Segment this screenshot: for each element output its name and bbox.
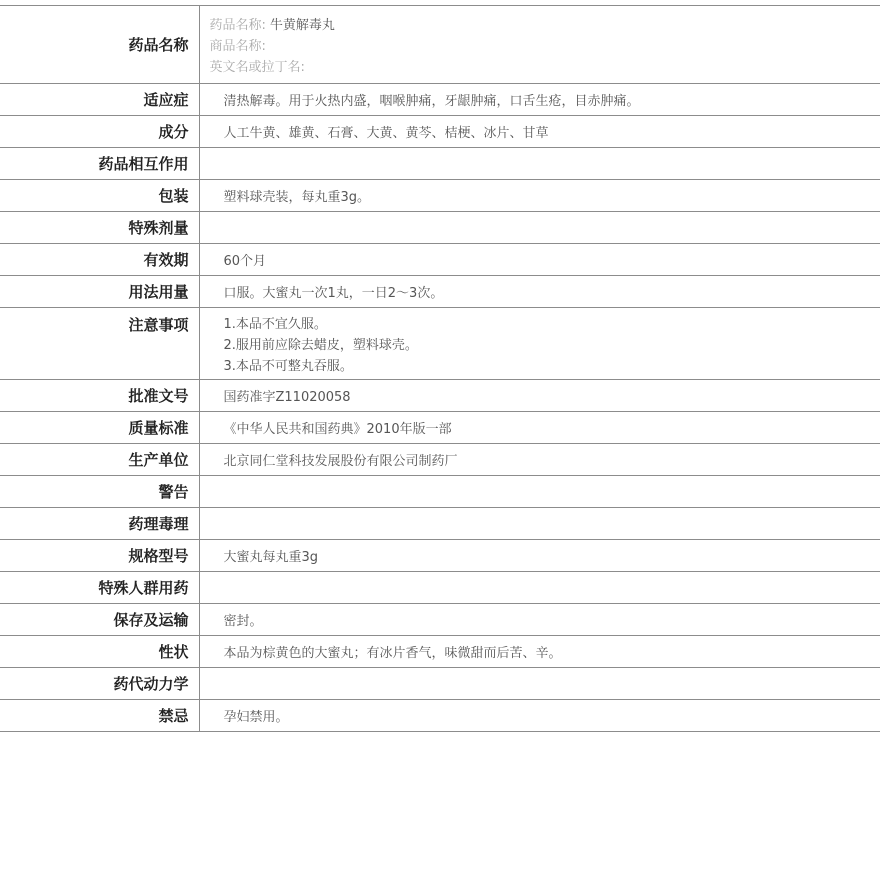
row-value-warning xyxy=(199,476,880,508)
table-row-special-dosage xyxy=(0,212,880,244)
row-label-dosage: 用法用量 xyxy=(0,276,199,308)
table-row-description xyxy=(0,636,880,668)
row-label-storage: 保存及运输 xyxy=(0,604,199,636)
row-value-specification: 大蜜丸每丸重3g xyxy=(199,540,880,572)
row-label-ingredients: 成分 xyxy=(0,116,199,148)
row-label-special-dosage: 特殊剂量 xyxy=(0,212,199,244)
drug-name-value: 牛黄解毒丸 xyxy=(269,18,335,33)
row-value-indications: 清热解毒。用于火热内盛，咽喉肿痛，牙龈肿痛，口舌生疮，目赤肿痛。 xyxy=(199,84,880,116)
row-value-interactions xyxy=(199,148,880,180)
table-row-warning xyxy=(0,476,880,508)
precaution-line: 3.本品不可整丸吞服。 xyxy=(223,359,353,374)
row-value-storage: 密封。 xyxy=(199,604,880,636)
trade-name-key: 商品名称: xyxy=(209,39,266,54)
table-row-specification xyxy=(0,540,880,572)
latin-name-line xyxy=(210,57,880,78)
table-row-ingredients xyxy=(0,116,880,148)
table-row-approval-number xyxy=(0,380,880,412)
precaution-line: 1.本品不宜久服。 xyxy=(223,317,327,332)
row-label-quality-standard: 质量标准 xyxy=(0,412,199,444)
row-value-packaging: 塑料球壳装，每丸重3g。 xyxy=(199,180,880,212)
row-label-contraindications: 禁忌 xyxy=(0,700,199,732)
row-value-ingredients: 人工牛黄、雄黄、石膏、大黄、黄芩、桔梗、冰片、甘草 xyxy=(199,116,880,148)
row-label-manufacturer: 生产单位 xyxy=(0,444,199,476)
table-row-packaging xyxy=(0,180,880,212)
row-label-specification: 规格型号 xyxy=(0,540,199,572)
row-label-pharmacokinetics: 药代动力学 xyxy=(0,668,199,700)
table-row-contraindications xyxy=(0,700,880,732)
row-label-approval-number: 批准文号 xyxy=(0,380,199,412)
row-value-description: 本品为棕黄色的大蜜丸；有冰片香气，味微甜而后苦、辛。 xyxy=(199,636,880,668)
row-label-packaging: 包装 xyxy=(0,180,199,212)
row-label-special-populations: 特殊人群用药 xyxy=(0,572,199,604)
table-row-dosage xyxy=(0,276,880,308)
table-row-precautions xyxy=(0,308,880,380)
drug-name-block xyxy=(199,6,880,84)
table-row-interactions xyxy=(0,148,880,180)
drug-name-line xyxy=(210,15,880,36)
row-value-shelf-life: 60个月 xyxy=(199,244,880,276)
latin-name-key: 英文名或拉丁名: xyxy=(209,60,305,75)
row-label-pharmacology: 药理毒理 xyxy=(0,508,199,540)
row-value-quality-standard: 《中华人民共和国药典》2010年版一部 xyxy=(199,412,880,444)
table-row-drug-name xyxy=(0,6,880,84)
row-value-precautions xyxy=(199,308,880,380)
table-row-pharmacokinetics xyxy=(0,668,880,700)
precaution-line: 2.服用前应除去蜡皮，塑料球壳。 xyxy=(223,338,418,353)
row-label-drug-name: 药品名称 xyxy=(0,6,199,84)
table-row-quality-standard xyxy=(0,412,880,444)
drug-info-table xyxy=(0,5,880,732)
row-value-special-dosage xyxy=(199,212,880,244)
row-value-pharmacokinetics xyxy=(199,668,880,700)
table-row-storage xyxy=(0,604,880,636)
row-label-indications: 适应症 xyxy=(0,84,199,116)
row-value-approval-number: 国药准字Z11020058 xyxy=(199,380,880,412)
row-label-interactions: 药品相互作用 xyxy=(0,148,199,180)
row-label-description: 性状 xyxy=(0,636,199,668)
row-label-shelf-life: 有效期 xyxy=(0,244,199,276)
drug-name-key: 药品名称: xyxy=(209,18,266,33)
trade-name-line xyxy=(210,36,880,57)
table-row-indications xyxy=(0,84,880,116)
table-row-shelf-life xyxy=(0,244,880,276)
row-label-warning: 警告 xyxy=(0,476,199,508)
row-value-contraindications: 孕妇禁用。 xyxy=(199,700,880,732)
table-row-manufacturer xyxy=(0,444,880,476)
row-value-dosage: 口服。大蜜丸一次1丸，一日2～3次。 xyxy=(199,276,880,308)
row-value-manufacturer: 北京同仁堂科技发展股份有限公司制药厂 xyxy=(199,444,880,476)
table-row-pharmacology xyxy=(0,508,880,540)
row-label-precautions: 注意事项 xyxy=(0,308,199,380)
row-value-pharmacology xyxy=(199,508,880,540)
table-row-special-populations xyxy=(0,572,880,604)
row-value-special-populations xyxy=(199,572,880,604)
